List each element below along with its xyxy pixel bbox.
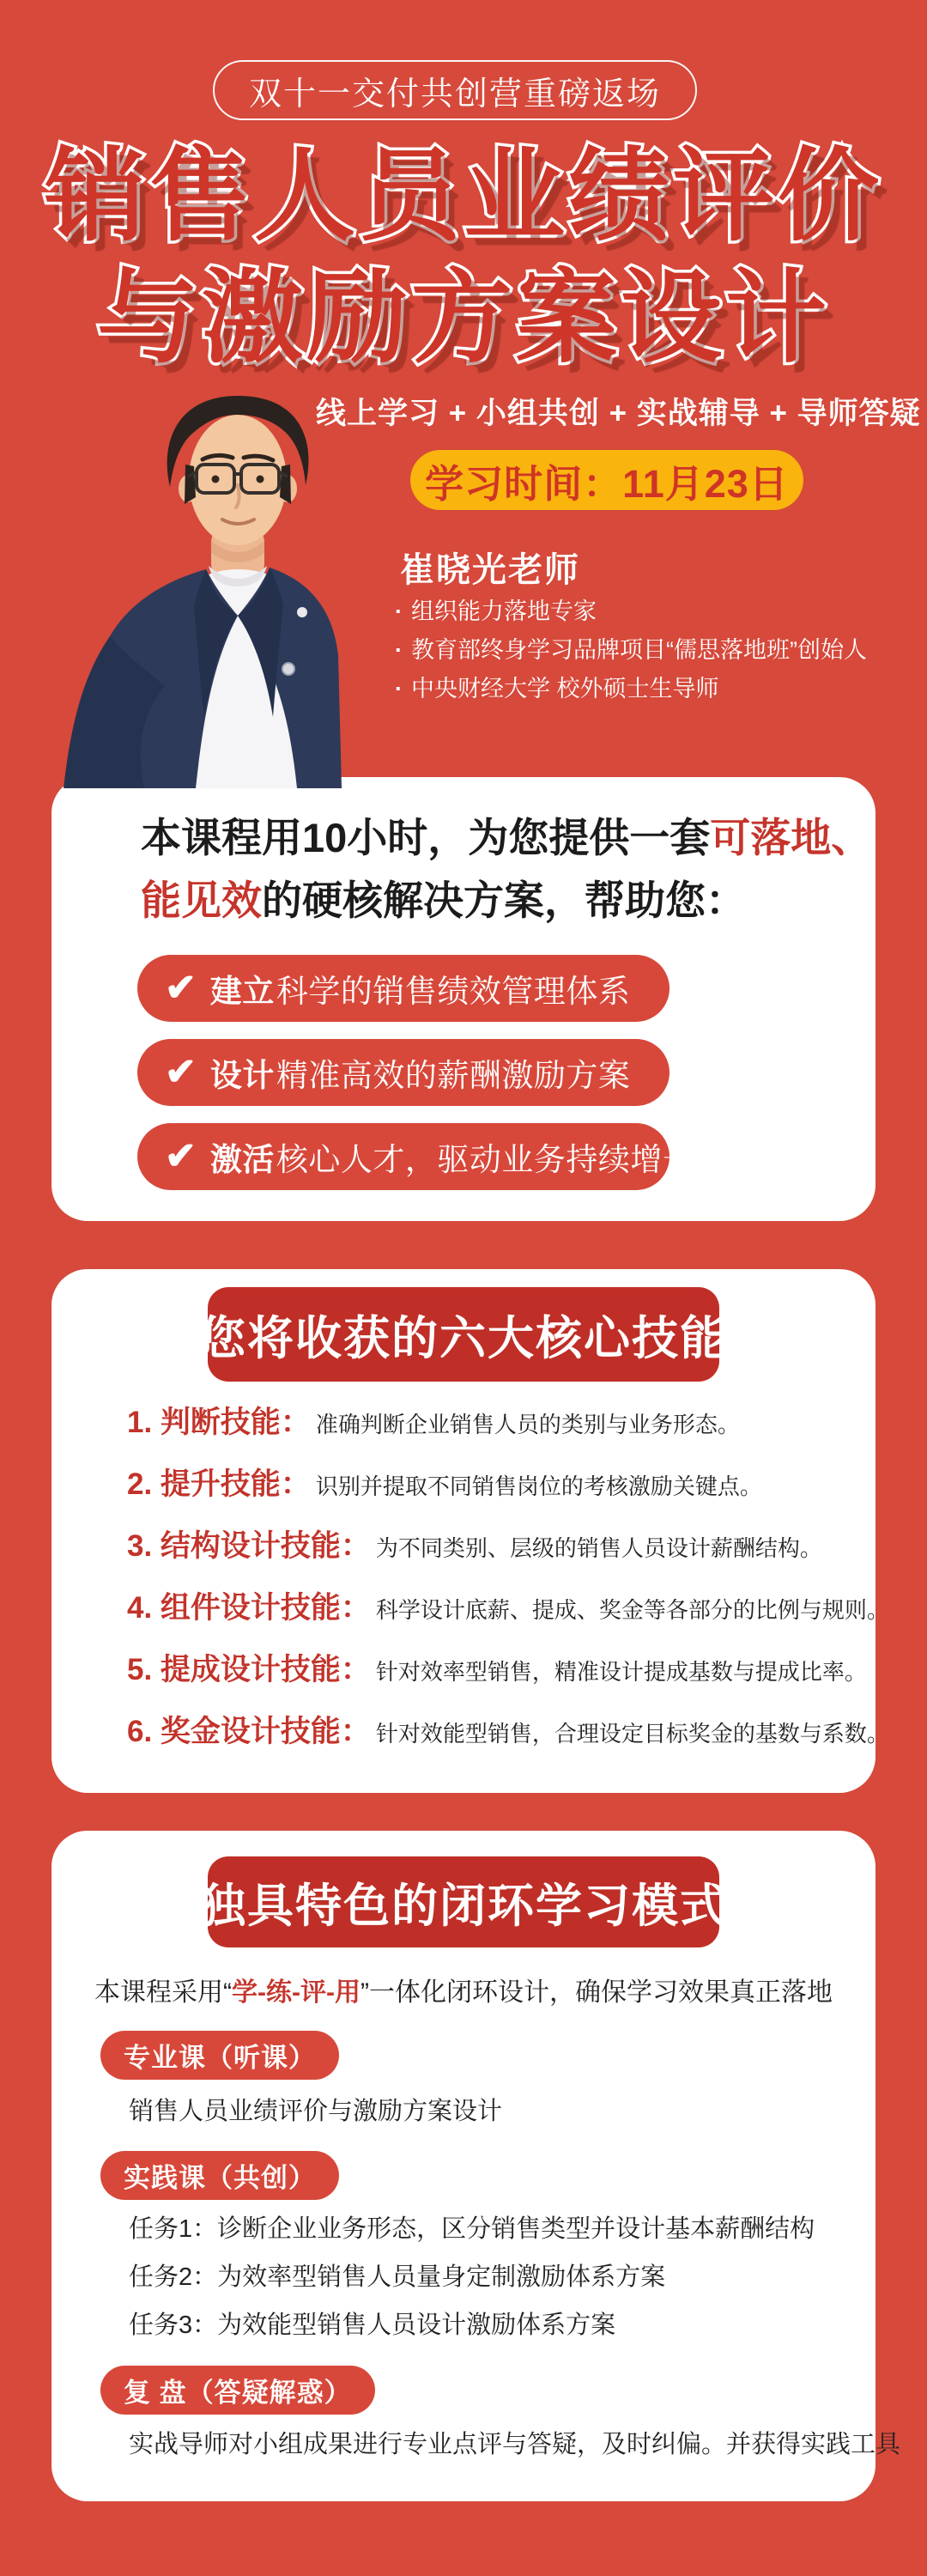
tag-text: 专业课（听课）: [124, 2043, 316, 2073]
skill-label: 2. 提升技能：: [127, 1467, 311, 1501]
skill-desc: 科学设计底薪、提成、奖金等各部分的比例与规则。: [375, 1597, 889, 1623]
skills-header-text: 您将收获的六大核心技能: [199, 1312, 728, 1364]
check-icon: ✔: [165, 1135, 197, 1177]
credential-item: [395, 670, 867, 708]
tag-text: 实践课（共创）: [124, 2163, 316, 2193]
page-title-line2: 与激励方案设计: [96, 262, 830, 375]
benefit-pill-3: [137, 1123, 695, 1190]
task-line-2: 任务2：为效率型销售人员量身定制激励体系方案: [129, 2263, 666, 2291]
benefit-keyword: 激活: [209, 1142, 275, 1177]
intro-headline-line1: [141, 806, 871, 869]
check-icon: ✔: [165, 1051, 197, 1093]
intro-highlight: 学-练-评-用: [232, 1978, 360, 2007]
credential-item: [395, 592, 867, 631]
model-intro: [52, 1971, 876, 2008]
tag-text: 复 盘（答疑解惑）: [124, 2378, 352, 2408]
benefit-pill-1: [137, 955, 670, 1022]
benefit-rest: 科学的销售绩效管理体系: [276, 974, 631, 1009]
check-icon: ✔: [165, 967, 197, 1009]
study-time-badge: [410, 450, 803, 510]
skills-list: [127, 1399, 889, 1770]
intro-seg: 一体化闭环设计，确保学习效果真正落地: [368, 1978, 833, 2007]
skills-card: [52, 1269, 889, 1793]
section-tag-lecture: [100, 2031, 339, 2080]
benefit-keyword: 建立: [209, 974, 275, 1009]
credential-text: 教育部终身学习品牌项目“儒思落地班”创始人: [411, 637, 867, 663]
model-header-badge: [199, 1856, 728, 1947]
bullet-icon: ·: [395, 637, 403, 663]
benefit-pill-2: [137, 1039, 670, 1106]
skill-item-1: [127, 1399, 858, 1461]
skill-item-2: [127, 1461, 858, 1522]
task-line-1: 任务1：诊断企业业务形态，区分销售类型并设计基本薪酬结构: [129, 2215, 815, 2243]
course-format-subtitle: 线上学习 + 小组共创 + 实战辅导 + 导师答疑: [316, 397, 921, 430]
headline-text: 的硬核解决方案，帮助您：: [262, 878, 746, 923]
skill-item-5: [127, 1646, 867, 1708]
lecture-line: 销售人员业绩评价与激励方案设计: [129, 2098, 503, 2125]
skill-desc: 识别并提取不同销售岗位的考核激励关键点。: [315, 1473, 762, 1499]
skill-label: 3. 结构设计技能：: [127, 1529, 371, 1563]
model-card: [52, 1831, 901, 2501]
benefit-keyword: 设计: [209, 1058, 275, 1093]
section-tag-review: [100, 2366, 375, 2415]
intro-seg: ”: [360, 1978, 369, 2007]
skill-label: 4. 组件设计技能：: [127, 1591, 371, 1625]
skill-label: 1. 判断技能：: [127, 1406, 311, 1439]
section-tag-practice: [100, 2151, 339, 2200]
headline-highlight: 能见效: [141, 878, 262, 923]
instructor-name: 崔晓光老师: [400, 551, 580, 589]
credential-item: [395, 631, 867, 670]
skill-desc: 准确判断企业销售人员的类别与业务形态。: [315, 1412, 740, 1437]
bullet-icon: ·: [395, 598, 403, 624]
skills-header-badge: [199, 1287, 728, 1382]
bullet-icon: ·: [395, 676, 403, 702]
instructor-credentials: [395, 592, 867, 708]
task-line-3: 任务3：为效能型销售人员设计激励体系方案: [129, 2312, 616, 2339]
credential-text: 组织能力落地专家: [411, 598, 597, 624]
study-time-text: 学习时间：11月23日: [425, 461, 789, 506]
benefit-text: [210, 965, 631, 1012]
headline-text: 本课程用10小时，为您提供一套: [141, 815, 711, 860]
intro-seg: 本课程采用: [94, 1978, 223, 2007]
model-header-text: 独具特色的闭环学习模式: [199, 1880, 728, 1932]
banner-text: 双十一交付共创营重磅返场: [248, 76, 661, 112]
skill-label: 5. 提成设计技能：: [127, 1653, 371, 1686]
skill-label: 6. 奖金设计技能：: [127, 1715, 371, 1748]
intro-headline: [141, 806, 871, 932]
skill-desc: 针对效率型销售，精准设计提成基数与提成比率。: [375, 1659, 867, 1685]
intro-card: [52, 777, 876, 1221]
credential-text: 中央财经大学 校外硕士生导师: [411, 676, 719, 702]
banner-pill: [213, 60, 697, 120]
skill-item-4: [127, 1584, 889, 1646]
instructor-photo: [0, 382, 342, 788]
skill-desc: 为不同类别、层级的销售人员设计薪酬结构。: [375, 1535, 822, 1561]
benefit-text: [210, 1133, 695, 1180]
benefit-rest: 精准高效的薪酬激励方案: [276, 1058, 631, 1093]
skill-desc: 针对效能型销售，合理设定目标奖金的基数与系数。: [375, 1721, 889, 1747]
page-title-line1: 销售人员业绩评价: [44, 140, 882, 253]
benefit-rest: 核心人才，驱动业务持续增长: [276, 1142, 695, 1177]
headline-highlight: 可落地、: [710, 815, 872, 860]
intro-seg: “: [223, 1978, 232, 2007]
review-line: 实战导师对小组成果进行专业点评与答疑，及时纠偏。并获得实践工具: [129, 2431, 901, 2458]
skill-item-3: [127, 1522, 858, 1584]
skill-item-6: [127, 1708, 889, 1770]
benefit-text: [210, 1049, 631, 1096]
intro-headline-line2: [141, 869, 871, 932]
